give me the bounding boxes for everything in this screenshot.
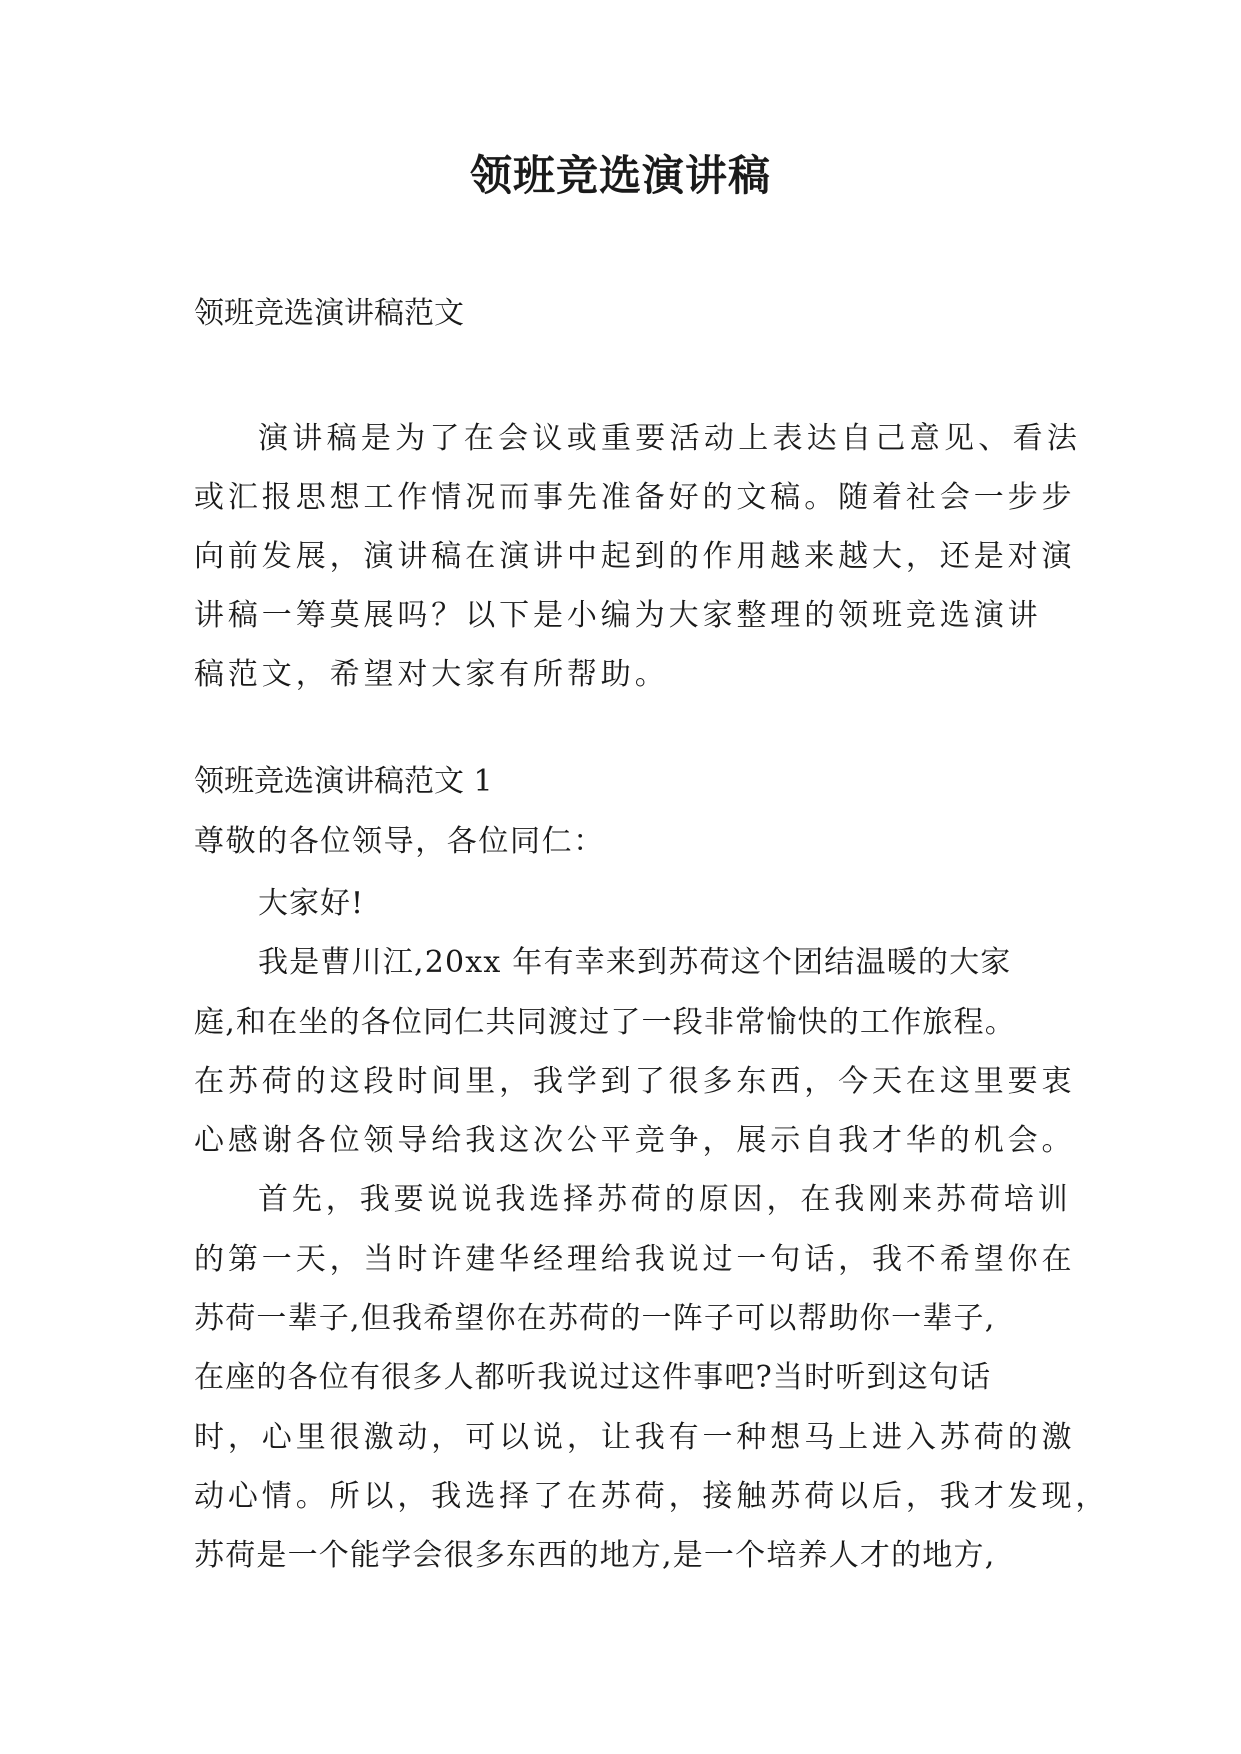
- body-line: 苏荷一辈子,但我希望你在苏荷的一阵子可以帮助你一辈子,: [194, 1301, 996, 1337]
- intro-line: 讲稿一筹莫展吗？以下是小编为大家整理的领班竞选演讲: [194, 598, 1042, 633]
- section-heading: 领班竞选演讲稿范文 1: [194, 764, 493, 799]
- intro-line: 演讲稿是为了在会议或重要活动上表达自己意见、看法: [258, 421, 1082, 456]
- body-line: 在苏荷的这段时间里，我学到了很多东西，今天在这里要衷: [194, 1063, 1076, 1099]
- body-line: 我是曹川江,20xx 年有幸来到苏荷这个团结温暖的大家: [258, 945, 1012, 981]
- body-line: 时，心里很激动，可以说，让我有一种想马上进入苏荷的激: [194, 1419, 1076, 1455]
- body-line: 动心情。所以，我选择了在苏荷，接触苏荷以后，我才发现，: [194, 1478, 1110, 1514]
- body-line: 庭,和在坐的各位同仁共同渡过了一段非常愉快的工作旅程。: [194, 1004, 1016, 1040]
- intro-line: 稿范文，希望对大家有所帮助。: [194, 657, 669, 692]
- body-line: 在座的各位有很多人都听我说过这件事吧?当时听到这句话: [194, 1360, 992, 1396]
- body-line: 大家好!: [258, 886, 365, 921]
- intro-line: 或汇报思想工作情况而事先准备好的文稿。随着社会一步步: [194, 480, 1076, 515]
- body-line: 的第一天，当时许建华经理给我说过一句话，我不希望你在: [194, 1241, 1076, 1277]
- body-line: 苏荷是一个能学会很多东西的地方,是一个培养人才的地方,: [194, 1538, 996, 1574]
- speech-body: [194, 874, 1110, 1586]
- intro-line: 向前发展，演讲稿在演讲中起到的作用越来越大，还是对演: [194, 539, 1076, 574]
- body-line: 心感谢各位领导给我这次公平竞争，展示自我才华的机会。: [194, 1123, 1076, 1159]
- document-subtitle: 领班竞选演讲稿范文: [194, 296, 464, 331]
- body-line: 首先，我要说说我选择苏荷的原因，在我刚来苏荷培训: [258, 1182, 1072, 1218]
- document-title: 领班竞选演讲稿: [469, 151, 771, 200]
- intro-paragraph: [194, 409, 1082, 704]
- salutation: 尊敬的各位领导，各位同仁：: [194, 824, 605, 859]
